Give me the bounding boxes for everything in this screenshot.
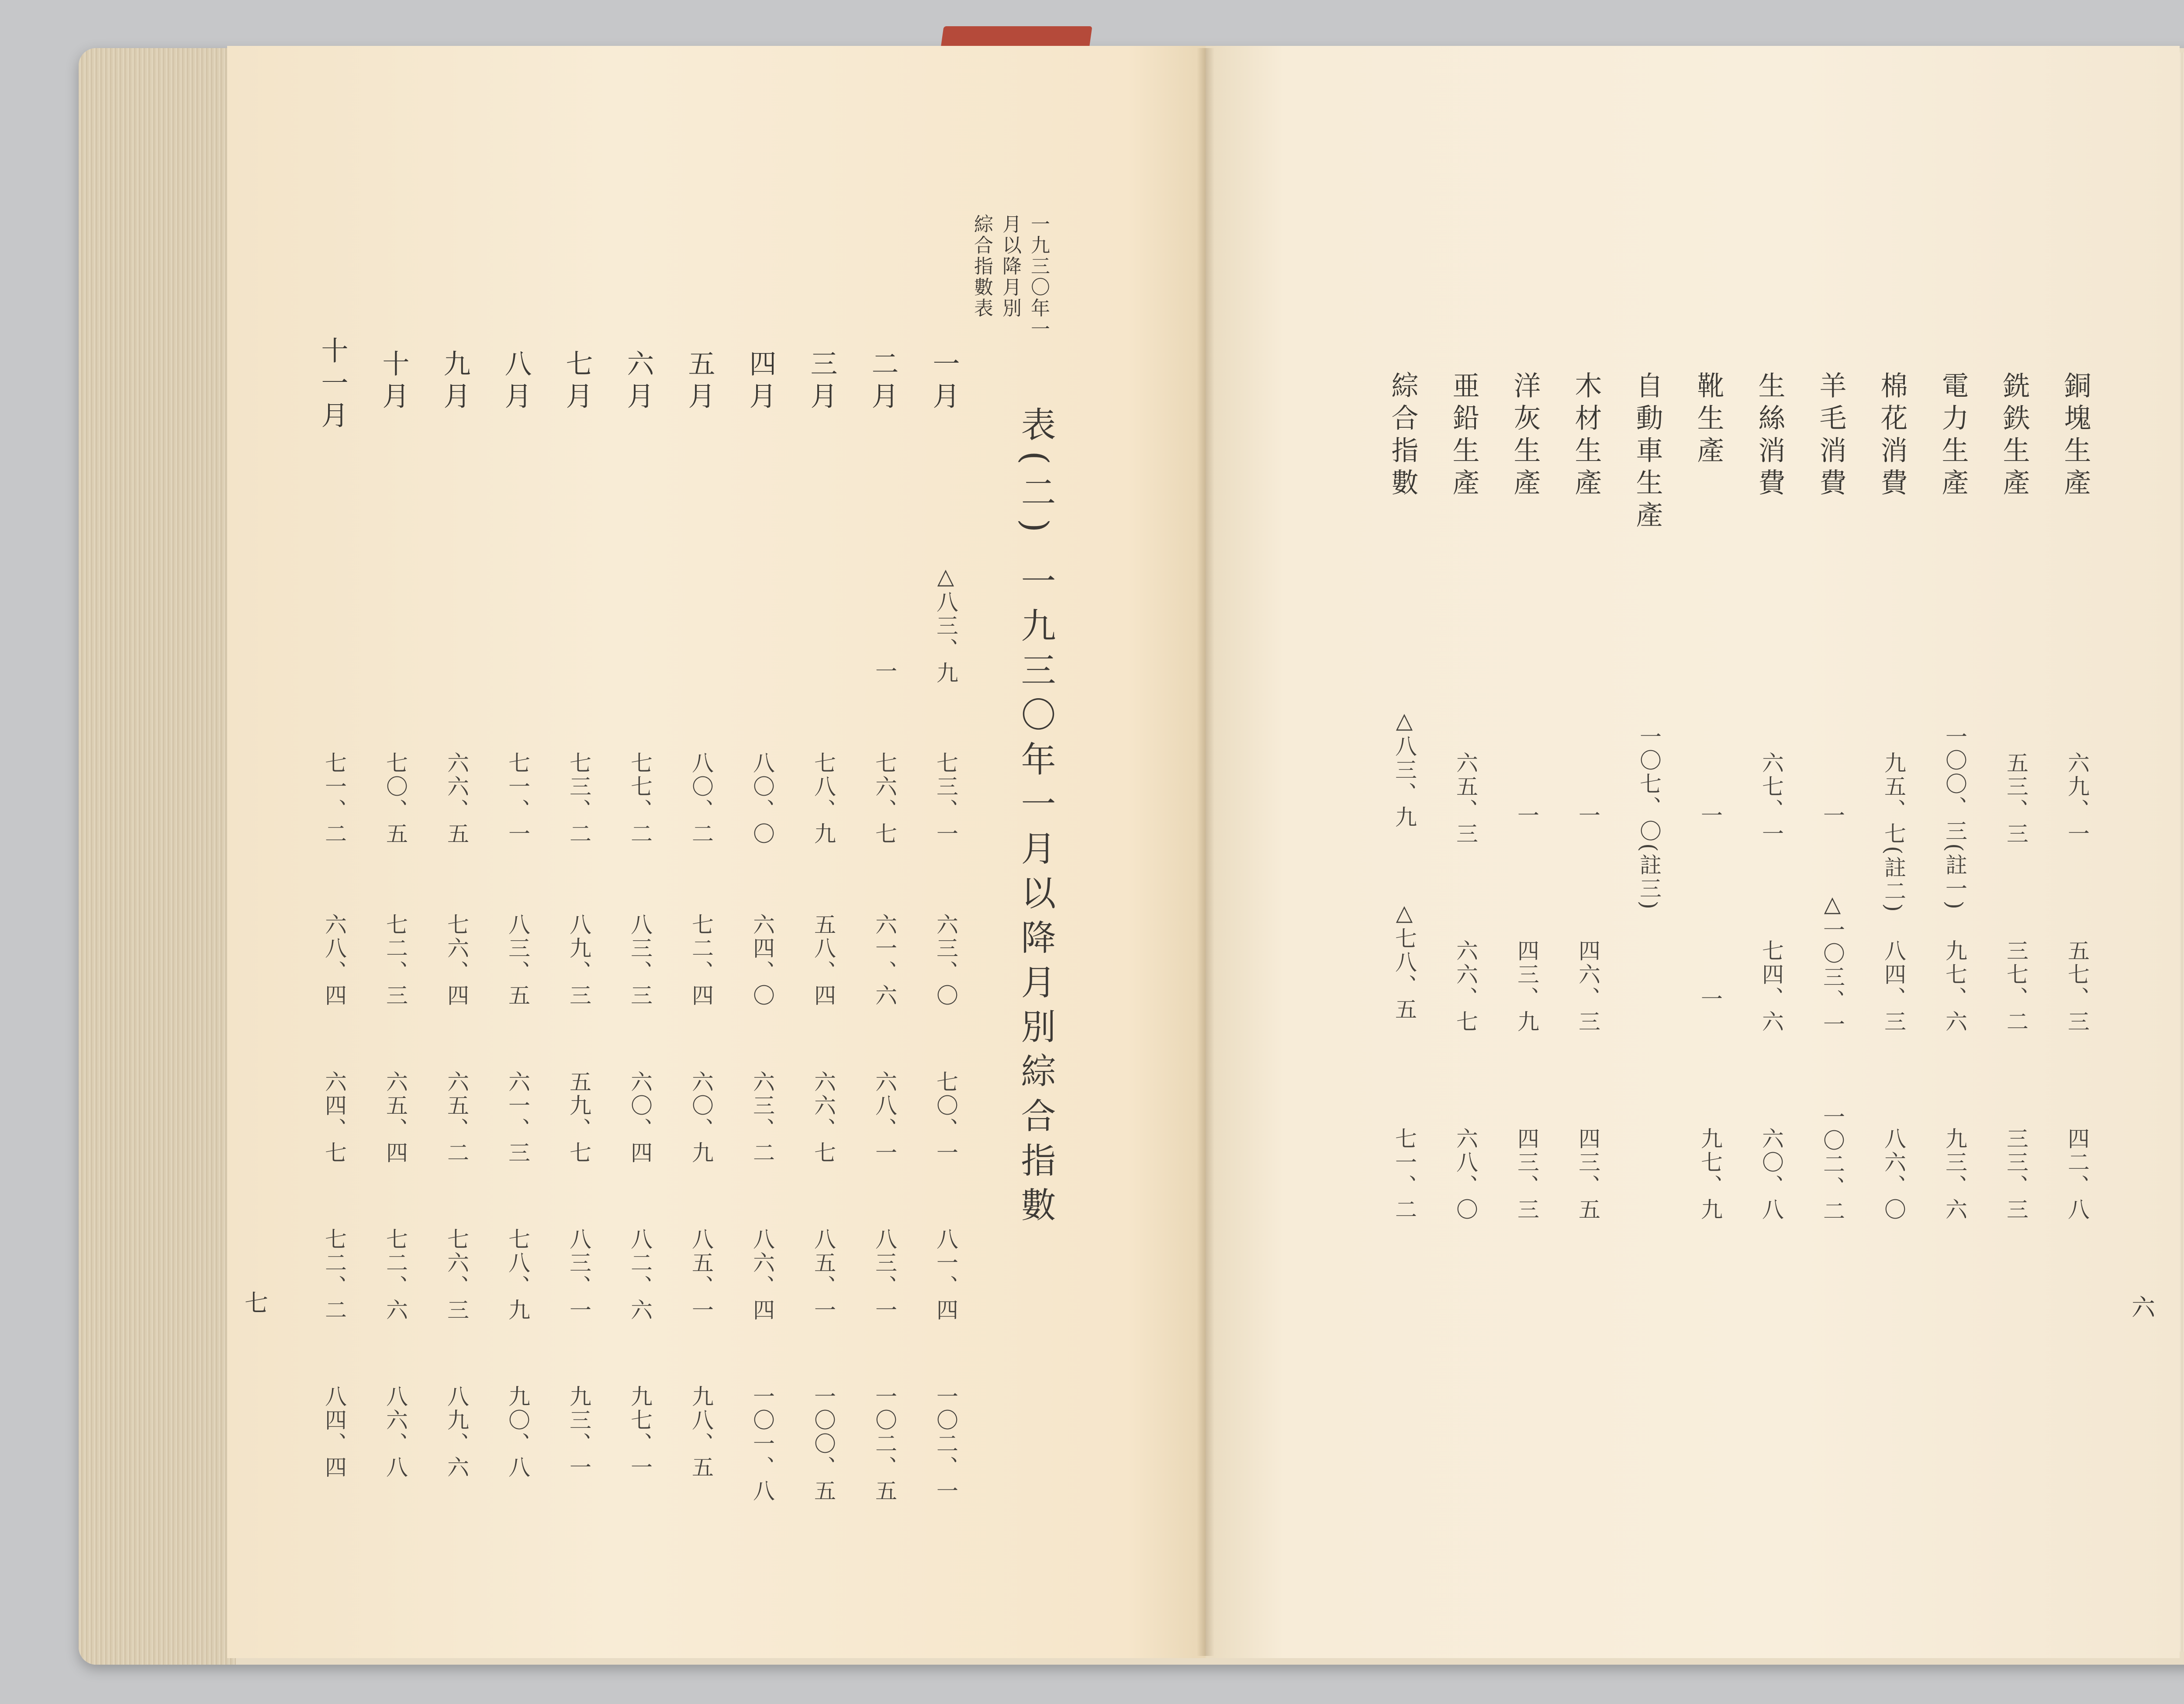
table-cell: 六九、一 (2064, 752, 2090, 846)
table-cell: △一〇三、一 (1820, 891, 1845, 1036)
table-cell: 八六、四 (750, 1228, 775, 1322)
item-label: 綜合指數 (1387, 371, 1419, 501)
table-cell: 八二、六 (627, 1228, 653, 1322)
table-cell: 六〇、九 (688, 1070, 714, 1165)
item-label: 洋灰生產 (1509, 371, 1541, 501)
table-cell: 六一、三 (505, 1070, 530, 1165)
table-cell: 一 (1575, 804, 1600, 828)
corner-heading-line: 一九三〇年一 (1027, 214, 1050, 340)
table-cell: 六八、〇 (1453, 1127, 1478, 1222)
table-cell: 一〇一、八 (750, 1385, 775, 1503)
table-cell: △七八、五 (1392, 900, 1417, 1022)
table-cell: 九三、一 (566, 1385, 591, 1479)
table-cell: 七六、四 (444, 913, 469, 1008)
month-label: 一月 (928, 350, 960, 414)
month-label: 七月 (561, 350, 593, 414)
table-cell: 一 (1514, 804, 1539, 828)
left-page (227, 46, 1206, 1658)
table-cell: 四三、三 (1514, 1127, 1539, 1222)
table-cell: △八三、九 (933, 564, 958, 685)
table-cell: 八三、三 (627, 913, 653, 1008)
table-cell: 五三、三 (2003, 752, 2028, 846)
table-cell: 六一、六 (872, 913, 897, 1008)
table-cell: 八三、一 (872, 1228, 897, 1322)
table-cell: 四六、三 (1575, 939, 1600, 1034)
table-cell: 四二、八 (2064, 1127, 2090, 1222)
table-cell: 七三、一 (933, 752, 958, 846)
item-label: 自動車生產 (1631, 371, 1663, 533)
table-cell: 六四、〇 (750, 913, 775, 1008)
corner-heading-line: 綜合指數表 (971, 214, 993, 319)
table-cell: 七一、二 (321, 752, 347, 846)
table-cell: 七〇、一 (933, 1070, 958, 1165)
table-cell: 六五、三 (1453, 752, 1478, 846)
table-cell: 五七、三 (2064, 939, 2090, 1034)
table-cell: 一〇二、五 (872, 1385, 897, 1503)
table-cell: 六三、二 (750, 1070, 775, 1165)
month-label: 八月 (500, 350, 532, 414)
item-label: 銅塊生產 (2060, 371, 2091, 501)
table-cell: 七二、三 (383, 913, 408, 1008)
table-cell: 八五、一 (688, 1228, 714, 1322)
table-cell: 七四、六 (1759, 939, 1784, 1034)
month-label: 六月 (622, 350, 654, 414)
table-cell: 六七、一 (1759, 752, 1784, 846)
table-cell: 八一、四 (933, 1228, 958, 1322)
table-cell: 八〇、〇 (750, 752, 775, 846)
table-cell: 六〇、四 (627, 1070, 653, 1165)
month-label: 四月 (745, 350, 777, 414)
table-cell: 八三、一 (566, 1228, 591, 1322)
month-label: 二月 (867, 350, 899, 414)
table-cell: △八三、九 (1392, 708, 1417, 829)
table-cell: 七一、一 (505, 752, 530, 846)
table-cell: 六五、四 (383, 1070, 408, 1165)
table-cell: 六四、七 (321, 1070, 347, 1165)
table-cell: 八九、三 (566, 913, 591, 1008)
table-cell: 七三、二 (566, 752, 591, 846)
table-cell: 八三、五 (505, 913, 530, 1008)
table-cell: 一〇〇、三(註一) (1942, 725, 1967, 911)
table-cell: 一 (1697, 804, 1723, 828)
table-cell: 七二、六 (383, 1228, 408, 1322)
item-label: 亜鉛生產 (1448, 371, 1480, 501)
table-cell: 八〇、二 (688, 752, 714, 846)
table-cell: 四三、五 (1575, 1127, 1600, 1222)
table-cell: 七六、七 (872, 752, 897, 846)
month-label: 三月 (806, 350, 838, 414)
table-cell: 八四、四 (321, 1385, 347, 1479)
table-cell: 九七、六 (1942, 939, 1967, 1034)
table-cell: 八六、八 (383, 1385, 408, 1479)
month-label: 九月 (439, 350, 471, 414)
table-cell: 九七、一 (627, 1385, 653, 1479)
table-cell: 七〇、五 (383, 752, 408, 846)
table-cell: 八九、六 (444, 1385, 469, 1479)
table-cell: 一〇〇、五 (811, 1385, 836, 1503)
book-gutter (1197, 48, 1214, 1656)
page-edges-left (79, 48, 236, 1665)
right-page (1206, 46, 2180, 1658)
item-label: 羊毛消費 (1815, 371, 1847, 501)
table-cell: 六〇、八 (1759, 1127, 1784, 1222)
item-label: 生絲消費 (1754, 371, 1786, 501)
table-cell: 八六、〇 (1881, 1127, 1906, 1222)
table-cell: 七一、二 (1392, 1127, 1417, 1222)
table-cell: 一 (872, 660, 897, 683)
table-cell: 九〇、八 (505, 1385, 530, 1479)
table-cell: 六三、〇 (933, 913, 958, 1008)
table-cell: 七二、四 (688, 913, 714, 1008)
table-cell: 五八、四 (811, 913, 836, 1008)
page-number-right: 六 (2132, 1294, 2155, 1321)
table-cell: 七八、九 (811, 752, 836, 846)
table-cell: 八五、一 (811, 1228, 836, 1322)
table-cell: 四三、九 (1514, 939, 1539, 1034)
table-cell: 九五、七(註二) (1881, 752, 1906, 914)
corner-heading-line: 月以降月別 (999, 214, 1021, 319)
item-label: 棉花消費 (1876, 371, 1908, 501)
table-cell: 一〇二、一 (933, 1385, 958, 1503)
table-cell: 八四、三 (1881, 939, 1906, 1034)
table-cell: 九七、九 (1697, 1127, 1723, 1222)
item-label: 木材生產 (1570, 371, 1602, 501)
table-cell: 七八、九 (505, 1228, 530, 1322)
table-cell: 六六、五 (444, 752, 469, 846)
item-label: 銑鉄生產 (1998, 371, 2030, 501)
table-cell: 六八、一 (872, 1070, 897, 1165)
table-title: 表(二) 一九三〇年一月以降月別綜合指數 (1015, 406, 1056, 1231)
table-cell: 六六、七 (1453, 939, 1478, 1034)
table-cell: 六六、七 (811, 1070, 836, 1165)
table-cell: 三三、三 (2003, 1127, 2028, 1222)
table-cell: 三七、二 (2003, 939, 2028, 1034)
table-cell: 七二、二 (321, 1228, 347, 1322)
month-label: 十月 (378, 350, 410, 414)
table-cell: 九三、六 (1942, 1127, 1967, 1222)
table-cell: 一 (1697, 987, 1723, 1011)
table-cell: 七六、三 (444, 1228, 469, 1322)
table-cell: 六五、二 (444, 1070, 469, 1165)
table-cell: 一〇七、〇(註三) (1636, 725, 1662, 911)
item-label: 靴生產 (1693, 371, 1724, 468)
table-cell: 一〇二、二 (1820, 1105, 1845, 1223)
table-cell: 一 (1820, 804, 1845, 828)
month-label: 十一月 (317, 336, 349, 433)
table-cell: 六八、四 (321, 913, 347, 1008)
table-cell: 五九、七 (566, 1070, 591, 1165)
month-label: 五月 (684, 350, 715, 414)
table-cell: 七七、二 (627, 752, 653, 846)
page-edges-right (2180, 52, 2184, 1652)
item-label: 電力生產 (1937, 371, 1969, 501)
table-cell: 九八、五 (688, 1385, 714, 1479)
page-number-left: 七 (245, 1289, 268, 1317)
